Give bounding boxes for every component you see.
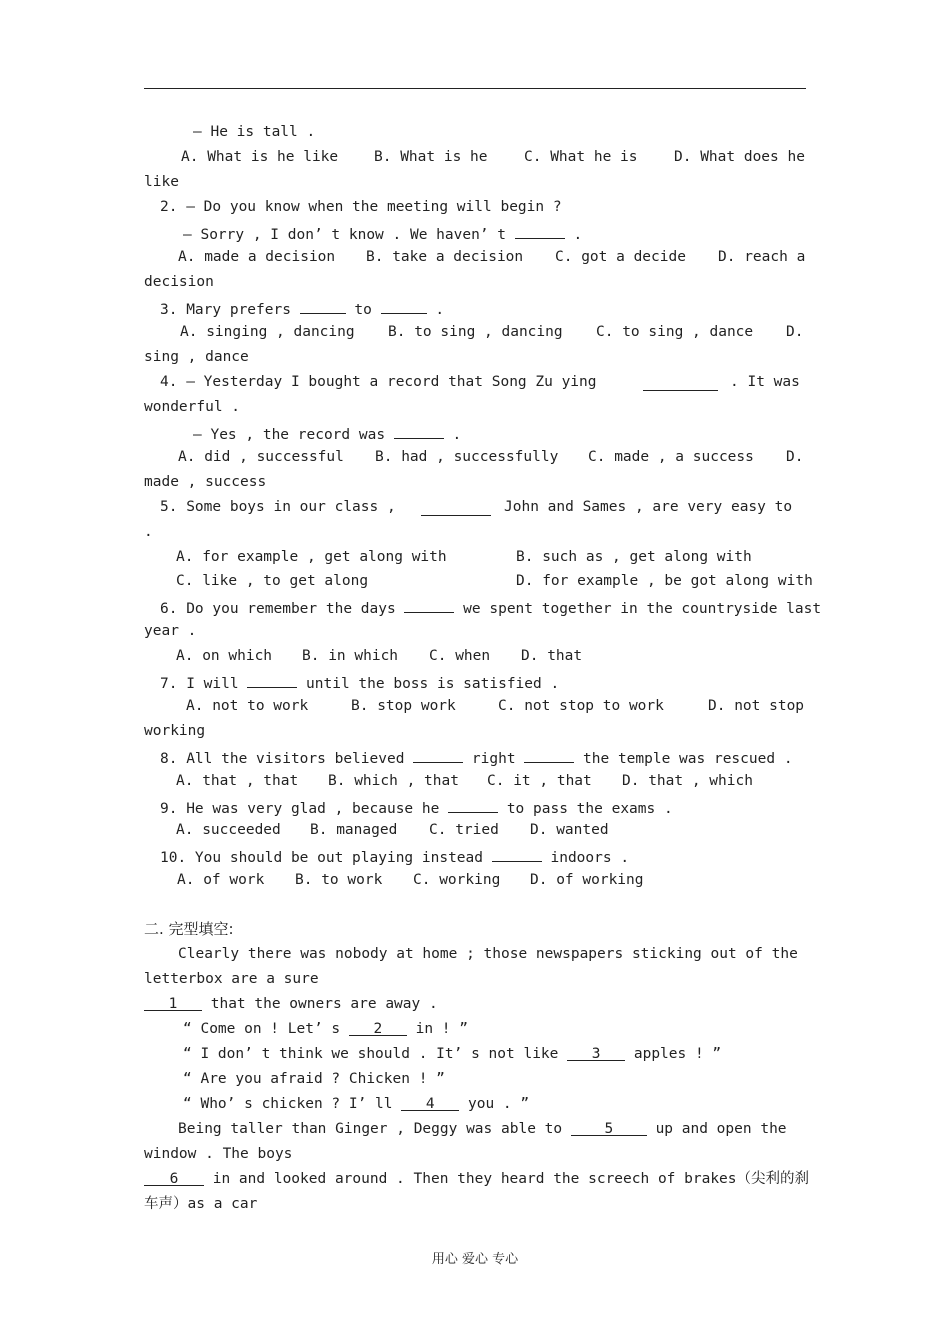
- q5-option-d: D. for example , be got along with: [516, 573, 813, 589]
- q7-blank: [247, 671, 297, 688]
- q3-stem-b: to: [354, 302, 372, 318]
- q5-blank: [421, 499, 491, 516]
- q8-stem-b: right: [471, 751, 516, 767]
- q9-blank: [448, 796, 498, 813]
- q1-option-a: A. What is he like: [181, 149, 339, 165]
- q6-stem-a: 6. Do you remember the days: [160, 601, 396, 617]
- q1-option-c: C. What he is: [524, 149, 638, 165]
- q4-option-b: B. had , successfully: [375, 449, 559, 465]
- q10-stem-b: indoors .: [550, 850, 630, 866]
- q4-reply: [193, 422, 461, 445]
- cloze-d1-a: “ Come on ! Let’ s: [183, 1021, 341, 1037]
- q8-blank-2: [524, 746, 574, 763]
- q2-wrap: decision: [144, 274, 214, 290]
- cloze-p2-b: up and open the: [655, 1121, 787, 1137]
- cloze-blank-1: 1: [144, 994, 202, 1011]
- q4-option-d: D.: [786, 449, 804, 465]
- q9-option-a: A. succeeded: [176, 822, 281, 838]
- q6-option-c: C. when: [429, 648, 491, 664]
- q6-option-a: A. on which: [176, 648, 273, 664]
- q2-reply: [183, 222, 582, 245]
- q6-blank: [404, 596, 454, 613]
- q2-stem: 2. — Do you know when the meeting will begin ?: [160, 199, 562, 215]
- q9-option-b: B. managed: [310, 822, 398, 838]
- cloze-p1-line3-text: that the owners are away .: [210, 996, 438, 1012]
- cloze-blank-5: 5: [571, 1119, 647, 1136]
- cloze-p2-line3-text: in and looked around . Then they heard the screech of brakes（尖利的刹: [212, 1171, 810, 1187]
- q9-option-c: C. tried: [429, 822, 499, 838]
- q9-stem-a: 9. He was very glad , because he: [160, 801, 440, 817]
- cloze-p2-line1: [178, 1119, 787, 1139]
- q3-stem-a: 3. Mary prefers: [160, 302, 291, 318]
- q3-stem-c: .: [435, 302, 445, 318]
- q5-option-a: A. for example , get along with: [176, 549, 447, 565]
- cloze-d2-b: apples ! ”: [633, 1046, 722, 1062]
- q3-option-a: A. singing , dancing: [180, 324, 355, 340]
- cloze-p1-line3: [144, 994, 438, 1014]
- cloze-d4-a: “ Who’ s chicken ? I’ ll: [183, 1096, 393, 1112]
- q4-wrap: made , success: [144, 474, 267, 490]
- q6-option-b: B. in which: [302, 648, 399, 664]
- header-rule: [144, 88, 806, 89]
- q2-option-a: A. made a decision: [178, 249, 336, 265]
- cloze-d4-b: you . ”: [467, 1096, 530, 1112]
- q8-stem-c: the temple was rescued .: [583, 751, 793, 767]
- q5-stem-end: John and Sames , are very easy to: [504, 499, 793, 515]
- cloze-p2-a: Being taller than Ginger , Deggy was able to: [178, 1121, 563, 1137]
- cloze-blank-6: 6: [144, 1169, 204, 1186]
- q9-option-d: D. wanted: [530, 822, 609, 838]
- q1-option-b: B. What is he: [374, 149, 488, 165]
- q8-option-c: C. it , that: [487, 773, 592, 789]
- q8-option-b: B. which , that: [328, 773, 459, 789]
- q4-blank-2: [394, 422, 444, 439]
- q7-stem-a: 7. I will: [160, 676, 239, 692]
- cloze-p1-line1: Clearly there was nobody at home ; those newspapers sticking out of the: [178, 946, 798, 962]
- q8-stem-a: 8. All the visitors believed: [160, 751, 405, 767]
- q6-stem-wrap: year .: [144, 623, 197, 639]
- q3-wrap: sing , dance: [144, 349, 249, 365]
- q7-option-a: A. not to work: [186, 698, 309, 714]
- q6-stem: [160, 596, 821, 619]
- q5-stem: 5. Some boys in our class ,: [160, 499, 396, 515]
- q10-stem: [160, 845, 629, 868]
- q10-option-b: B. to work: [295, 872, 383, 888]
- q4-stem: 4. — Yesterday I bought a record that Song Zu ying: [160, 374, 597, 390]
- q4-stem-end: . It was: [730, 374, 800, 390]
- q7-wrap: working: [144, 723, 206, 739]
- cloze-d2-a: “ I don’ t think we should . It’ s not like: [183, 1046, 559, 1062]
- q10-option-a: A. of work: [177, 872, 265, 888]
- q1-wrap: like: [144, 174, 179, 190]
- q3-stem: [160, 297, 444, 320]
- q7-stem-b: until the boss is satisfied .: [306, 676, 560, 692]
- q5-option-c: C. like , to get along: [176, 573, 369, 589]
- q8-option-d: D. that , which: [622, 773, 753, 789]
- q1-answer: — He is tall .: [193, 124, 316, 140]
- q7-option-d: D. not stop: [708, 698, 805, 714]
- q5-option-b: B. such as , get along with: [516, 549, 752, 565]
- q8-option-a: A. that , that: [176, 773, 299, 789]
- q3-option-b: B. to sing , dancing: [388, 324, 563, 340]
- cloze-blank-4: 4: [401, 1094, 459, 1111]
- page-footer: 用心 爱心 专心: [431, 1252, 519, 1267]
- q7-stem: [160, 671, 559, 694]
- q4-option-c: C. made , a success: [588, 449, 754, 465]
- q10-option-d: D. of working: [530, 872, 644, 888]
- cloze-p2-line2: window . The boys: [144, 1146, 293, 1162]
- q1-option-d: D. What does he: [674, 149, 805, 165]
- q7-option-c: C. not stop to work: [498, 698, 664, 714]
- q4-reply-text: — Yes , the record was: [193, 427, 386, 443]
- section-heading: 二. 完型填空:: [144, 920, 234, 938]
- cloze-dialogue-4: [183, 1094, 529, 1114]
- cloze-p1-line2: letterbox are a sure: [144, 971, 319, 987]
- q4-option-a: A. did , successful: [178, 449, 344, 465]
- cloze-dialogue-1: [183, 1019, 468, 1039]
- q4-reply-end: .: [452, 427, 462, 443]
- cloze-blank-2: 2: [349, 1019, 407, 1036]
- q10-stem-a: 10. You should be out playing instead: [160, 850, 484, 866]
- q2-reply-text: — Sorry , I don’ t know . We haven’ t: [183, 227, 507, 243]
- q3-blank-2: [381, 297, 427, 314]
- cloze-dialogue-2: [183, 1044, 721, 1064]
- q2-option-c: C. got a decide: [555, 249, 686, 265]
- q2-reply-end: .: [573, 227, 583, 243]
- q5-stem-wrap: .: [144, 524, 153, 540]
- q8-blank-1: [413, 746, 463, 763]
- q4-stem-wrap: wonderful .: [144, 399, 241, 415]
- cloze-dialogue-3: “ Are you afraid ? Chicken ! ”: [183, 1071, 445, 1087]
- q6-option-d: D. that: [521, 648, 583, 664]
- q6-stem-b: we spent together in the countryside last: [463, 601, 822, 617]
- cloze-p2-line4: 车声）as a car: [144, 1196, 258, 1212]
- q7-option-b: B. stop work: [351, 698, 456, 714]
- cloze-blank-3: 3: [567, 1044, 625, 1061]
- q2-blank: [515, 222, 565, 239]
- q3-option-d: D.: [786, 324, 804, 340]
- cloze-d1-b: in ! ”: [415, 1021, 468, 1037]
- q8-stem: [160, 746, 793, 769]
- q10-option-c: C. working: [413, 872, 501, 888]
- q4-blank-1: [643, 374, 718, 391]
- q3-option-c: C. to sing , dance: [596, 324, 754, 340]
- q10-blank: [492, 845, 542, 862]
- q3-blank-1: [300, 297, 346, 314]
- q9-stem: [160, 796, 673, 819]
- q9-stem-b: to pass the exams .: [506, 801, 673, 817]
- cloze-p2-line3: [144, 1169, 809, 1189]
- q2-option-b: B. take a decision: [366, 249, 524, 265]
- q2-option-d: D. reach a: [718, 249, 806, 265]
